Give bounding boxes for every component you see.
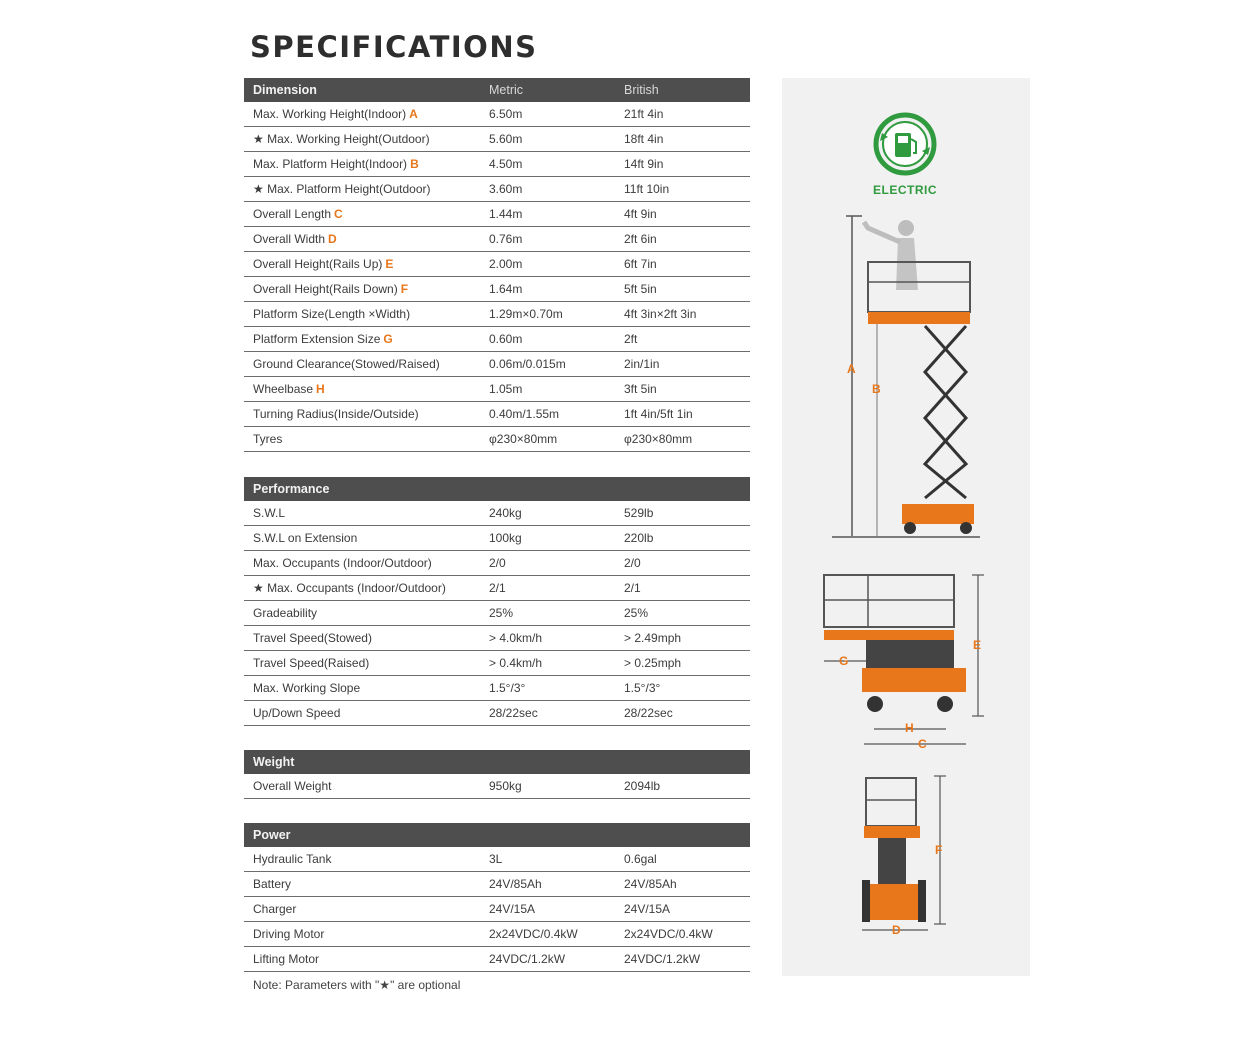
row-label-text: S.W.L on Extension <box>253 531 358 545</box>
row-label-text: Overall Width <box>253 232 326 246</box>
section-header-power <box>244 823 750 847</box>
row-label-text: Charger <box>253 902 297 916</box>
dimension-mark: C <box>334 207 343 221</box>
metric-value: 240kg <box>489 506 522 520</box>
electric-label: ELECTRIC <box>873 183 937 197</box>
table-row <box>244 774 750 799</box>
metric-value: 1.5°/3° <box>489 681 526 695</box>
row-label-text: Turning Radius(Inside/Outside) <box>253 407 419 421</box>
row-label-text: Up/Down Speed <box>253 706 341 720</box>
british-value: 2ft 6in <box>624 232 657 246</box>
table-row <box>244 327 750 352</box>
row-label <box>244 432 489 446</box>
dimension-mark: F <box>400 282 409 296</box>
row-label-text: Overall Height(Rails Up) <box>253 257 383 271</box>
british-value: 2ft <box>624 332 638 346</box>
row-label <box>244 606 489 620</box>
section-header-dimension <box>244 78 750 102</box>
british-value: 4ft 3in×2ft 3in <box>624 307 697 321</box>
column-header-british: British <box>624 83 659 97</box>
row-label <box>244 107 489 121</box>
table-row <box>244 576 750 601</box>
row-label-text: Tyres <box>253 432 283 446</box>
table-row <box>244 897 750 922</box>
table-row <box>244 501 750 526</box>
dimension-mark-c: C <box>918 737 927 751</box>
metric-value: 3.60m <box>489 182 523 196</box>
row-label-text: ★ Max. Working Height(Outdoor) <box>253 132 430 146</box>
row-label <box>244 257 489 271</box>
table-row <box>244 847 750 872</box>
section-title: Weight <box>253 755 295 769</box>
row-label-text: Driving Motor <box>253 927 325 941</box>
row-label <box>244 407 489 421</box>
row-label <box>244 681 489 695</box>
row-label <box>244 556 489 570</box>
footnote: Note: Parameters with "★" are optional <box>253 978 461 992</box>
row-label-text: Max. Occupants (Indoor/Outdoor) <box>253 556 432 570</box>
metric-value: 24V/85Ah <box>489 877 542 891</box>
metric-value: 2x24VDC/0.4kW <box>489 927 578 941</box>
table-row <box>244 427 750 452</box>
row-label-text: Max. Working Slope <box>253 681 361 695</box>
row-label <box>244 332 489 346</box>
british-value: 24V/85Ah <box>624 877 677 891</box>
british-value: 24V/15A <box>624 902 671 916</box>
british-value: 25% <box>624 606 649 620</box>
table-row <box>244 526 750 551</box>
table-row <box>244 651 750 676</box>
metric-value: 0.06m/0.015m <box>489 357 566 371</box>
row-label-text: Max. Platform Height(Indoor) <box>253 157 408 171</box>
table-row <box>244 402 750 427</box>
table-row <box>244 601 750 626</box>
row-label <box>244 182 489 196</box>
table-row <box>244 227 750 252</box>
metric-value: 950kg <box>489 779 522 793</box>
dimension-mark: D <box>328 232 337 246</box>
metric-value: 25% <box>489 606 514 620</box>
table-row <box>244 551 750 576</box>
british-value: 1.5°/3° <box>624 681 661 695</box>
row-label <box>244 357 489 371</box>
row-label <box>244 877 489 891</box>
british-value: 18ft 4in <box>624 132 664 146</box>
table-row <box>244 127 750 152</box>
page-title: SPECIFICATIONS <box>250 30 538 64</box>
row-label-text: Travel Speed(Stowed) <box>253 631 372 645</box>
british-value: 2094lb <box>624 779 661 793</box>
table-row <box>244 152 750 177</box>
row-label <box>244 506 489 520</box>
metric-value: 0.60m <box>489 332 523 346</box>
metric-value: 4.50m <box>489 157 523 171</box>
row-label-text: S.W.L <box>253 506 286 520</box>
section-header-weight <box>244 750 750 774</box>
british-value: 21ft 4in <box>624 107 664 121</box>
section-title: Performance <box>253 482 330 496</box>
illustration-panel <box>782 78 1030 976</box>
british-value: 5ft 5in <box>624 282 657 296</box>
row-label <box>244 952 489 966</box>
table-row <box>244 277 750 302</box>
british-value: 11ft 10in <box>624 182 670 196</box>
british-value: > 2.49mph <box>624 631 682 645</box>
dimension-mark-f: F <box>935 843 943 857</box>
table-row <box>244 626 750 651</box>
metric-value: 1.05m <box>489 382 523 396</box>
table-row <box>244 377 750 402</box>
electric-fuel-icon <box>872 111 938 177</box>
british-value: 220lb <box>624 531 654 545</box>
dimension-mark: B <box>410 157 419 171</box>
table-row <box>244 872 750 897</box>
table-row <box>244 676 750 701</box>
metric-value: 2/1 <box>489 581 506 595</box>
row-label <box>244 706 489 720</box>
table-row <box>244 701 750 726</box>
metric-value: 2/0 <box>489 556 506 570</box>
row-label-text: Gradeability <box>253 606 318 620</box>
weight-rows <box>244 774 750 799</box>
metric-value: 0.76m <box>489 232 523 246</box>
section-title: Power <box>253 828 291 842</box>
row-label <box>244 282 489 296</box>
row-label-text: Travel Speed(Raised) <box>253 656 370 670</box>
british-value: 6ft 7in <box>624 257 657 271</box>
british-value: 2/0 <box>624 556 641 570</box>
dimension-mark-g: G <box>839 654 849 668</box>
dimension-mark-e: E <box>973 638 982 652</box>
british-value: 1ft 4in/5ft 1in <box>624 407 693 421</box>
row-label-text: Hydraulic Tank <box>253 852 332 866</box>
metric-value: 100kg <box>489 531 522 545</box>
row-label-text: ★ Max. Occupants (Indoor/Outdoor) <box>253 581 446 595</box>
metric-value: φ230×80mm <box>489 432 558 446</box>
dimension-mark-h: H <box>905 721 914 735</box>
metric-value: 24VDC/1.2kW <box>489 952 566 966</box>
british-value: 2/1 <box>624 581 641 595</box>
column-header-metric: Metric <box>489 83 524 97</box>
section-header-performance <box>244 477 750 501</box>
metric-value: 0.40m/1.55m <box>489 407 560 421</box>
british-value: 4ft 9in <box>624 207 657 221</box>
row-label <box>244 902 489 916</box>
dimension-mark: G <box>383 332 393 346</box>
row-label <box>244 581 489 595</box>
table-row <box>244 252 750 277</box>
table-row <box>244 922 750 947</box>
metric-value: 28/22sec <box>489 706 538 720</box>
row-label-text: Overall Length <box>253 207 332 221</box>
dimension-mark: E <box>385 257 394 271</box>
metric-value: > 0.4km/h <box>489 656 543 670</box>
performance-rows <box>244 501 750 726</box>
table-row <box>244 302 750 327</box>
table-row <box>244 202 750 227</box>
row-label <box>244 779 489 793</box>
british-value: 529lb <box>624 506 654 520</box>
row-label <box>244 307 489 321</box>
british-value: 2in/1in <box>624 357 660 371</box>
row-label-text: Overall Weight <box>253 779 332 793</box>
row-label-text: Platform Size(Length ×Width) <box>253 307 411 321</box>
row-label <box>244 232 489 246</box>
metric-value: 2.00m <box>489 257 523 271</box>
section-title: Dimension <box>253 83 317 97</box>
metric-value: 3L <box>489 852 503 866</box>
dimension-mark: A <box>409 107 418 121</box>
row-label <box>244 207 489 221</box>
british-value: φ230×80mm <box>624 432 693 446</box>
dimension-mark: H <box>316 382 325 396</box>
row-label-text: Lifting Motor <box>253 952 320 966</box>
dimension-mark-d: D <box>892 923 901 937</box>
table-row <box>244 177 750 202</box>
row-label <box>244 852 489 866</box>
metric-value: 1.29m×0.70m <box>489 307 563 321</box>
dimension-mark-a: A <box>847 362 856 376</box>
table-row <box>244 352 750 377</box>
british-value: > 0.25mph <box>624 656 682 670</box>
row-label-text: Ground Clearance(Stowed/Raised) <box>253 357 440 371</box>
row-label <box>244 132 489 146</box>
metric-value: > 4.0km/h <box>489 631 543 645</box>
row-label <box>244 382 489 396</box>
row-label <box>244 927 489 941</box>
british-value: 24VDC/1.2kW <box>624 952 701 966</box>
row-label <box>244 631 489 645</box>
dimension-mark-b: B <box>872 382 881 396</box>
metric-value: 6.50m <box>489 107 523 121</box>
row-label-text: Battery <box>253 877 292 891</box>
row-label-text: ★ Max. Platform Height(Outdoor) <box>253 182 431 196</box>
metric-value: 5.60m <box>489 132 523 146</box>
row-label <box>244 656 489 670</box>
metric-value: 1.64m <box>489 282 523 296</box>
row-label-text: Wheelbase <box>253 382 314 396</box>
british-value: 28/22sec <box>624 706 673 720</box>
british-value: 0.6gal <box>624 852 657 866</box>
power-rows <box>244 847 750 972</box>
metric-value: 24V/15A <box>489 902 536 916</box>
british-value: 14ft 9in <box>624 157 664 171</box>
table-row <box>244 102 750 127</box>
dimension-rows <box>244 102 750 452</box>
row-label-text: Max. Working Height(Indoor) <box>253 107 407 121</box>
row-label-text: Platform Extension Size <box>253 332 381 346</box>
metric-value: 1.44m <box>489 207 523 221</box>
row-label-text: Overall Height(Rails Down) <box>253 282 398 296</box>
british-value: 3ft 5in <box>624 382 657 396</box>
row-label <box>244 531 489 545</box>
spec-table <box>244 78 750 992</box>
table-row <box>244 947 750 972</box>
british-value: 2x24VDC/0.4kW <box>624 927 713 941</box>
row-label <box>244 157 489 171</box>
